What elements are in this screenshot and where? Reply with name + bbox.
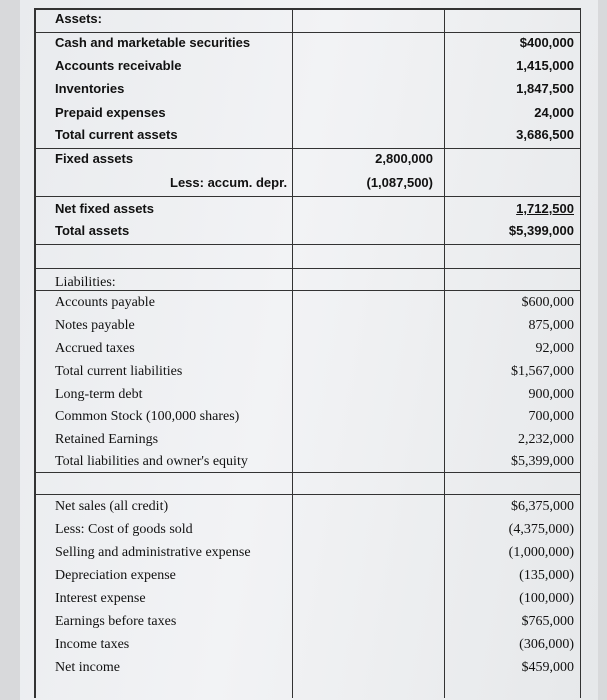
row-line xyxy=(34,268,580,269)
asset-label: Net fixed assets xyxy=(55,201,154,216)
liability-label: Total current liabilities xyxy=(55,364,183,379)
row-line xyxy=(34,244,580,245)
asset-label: Inventories xyxy=(55,81,125,96)
income-label: Income taxes xyxy=(55,637,130,652)
income-label: Earnings before taxes xyxy=(55,614,177,629)
liability-value: 700,000 xyxy=(528,409,574,424)
assets-header: Assets: xyxy=(55,11,102,26)
grid-top-border xyxy=(34,8,580,10)
liabilities-header: Liabilities: xyxy=(55,275,116,290)
income-value: $6,375,000 xyxy=(511,499,574,514)
income-label: Selling and administrative expense xyxy=(55,545,251,560)
income-label: Net income xyxy=(55,660,120,675)
asset-value: 1,847,500 xyxy=(516,81,574,96)
asset-value: $5,399,000 xyxy=(508,223,574,238)
income-value: (135,000) xyxy=(519,568,574,583)
income-value: $459,000 xyxy=(521,660,574,675)
balance-sheet xyxy=(20,0,598,700)
liability-label: Accrued taxes xyxy=(55,341,135,356)
asset-value: $400,000 xyxy=(519,35,574,50)
asset-mid-value: 2,800,000 xyxy=(375,151,433,166)
asset-mid-value: (1,087,500) xyxy=(366,175,433,190)
liability-value: 92,000 xyxy=(535,341,574,356)
income-label: Less: Cost of goods sold xyxy=(55,522,193,537)
income-value: $765,000 xyxy=(521,614,574,629)
grid-col-1 xyxy=(292,8,293,698)
grid-left-border xyxy=(34,8,36,698)
liability-label: Retained Earnings xyxy=(55,432,159,447)
liability-value: 875,000 xyxy=(528,318,574,333)
income-label: Net sales (all credit) xyxy=(55,499,169,514)
income-label: Depreciation expense xyxy=(55,568,176,583)
liability-value: $1,567,000 xyxy=(511,364,574,379)
income-label: Interest expense xyxy=(55,591,146,606)
liability-label: Long-term debt xyxy=(55,387,143,402)
liability-label: Notes payable xyxy=(55,318,135,333)
asset-value: 1,712,500 xyxy=(516,201,574,216)
liability-value: $600,000 xyxy=(521,295,574,310)
liability-label: Common Stock (100,000 shares) xyxy=(55,409,240,424)
row-line xyxy=(34,290,580,291)
asset-label: Prepaid expenses xyxy=(55,105,166,120)
liability-value: $5,399,000 xyxy=(511,454,574,469)
asset-value: 3,686,500 xyxy=(516,127,574,142)
liability-value: 2,232,000 xyxy=(518,432,574,447)
liability-label: Total liabilities and owner's equity xyxy=(55,454,248,469)
asset-label: Accounts receivable xyxy=(55,58,182,73)
row-line xyxy=(34,494,580,495)
liability-value: 900,000 xyxy=(528,387,574,402)
asset-value: 24,000 xyxy=(534,105,574,120)
income-value: (1,000,000) xyxy=(508,545,574,560)
asset-label: Cash and marketable securities xyxy=(55,35,251,50)
income-value: (100,000) xyxy=(519,591,574,606)
asset-label: Total assets xyxy=(55,223,130,238)
asset-label: Total current assets xyxy=(55,127,178,142)
income-value: (4,375,000) xyxy=(508,522,574,537)
asset-value: 1,415,000 xyxy=(516,58,574,73)
liability-label: Accounts payable xyxy=(55,295,155,310)
row-line xyxy=(34,196,580,197)
asset-label: Fixed assets xyxy=(55,151,134,166)
grid-right-border xyxy=(580,8,581,698)
asset-label: Less: accum. depr. xyxy=(170,175,288,190)
income-value: (306,000) xyxy=(519,637,574,652)
